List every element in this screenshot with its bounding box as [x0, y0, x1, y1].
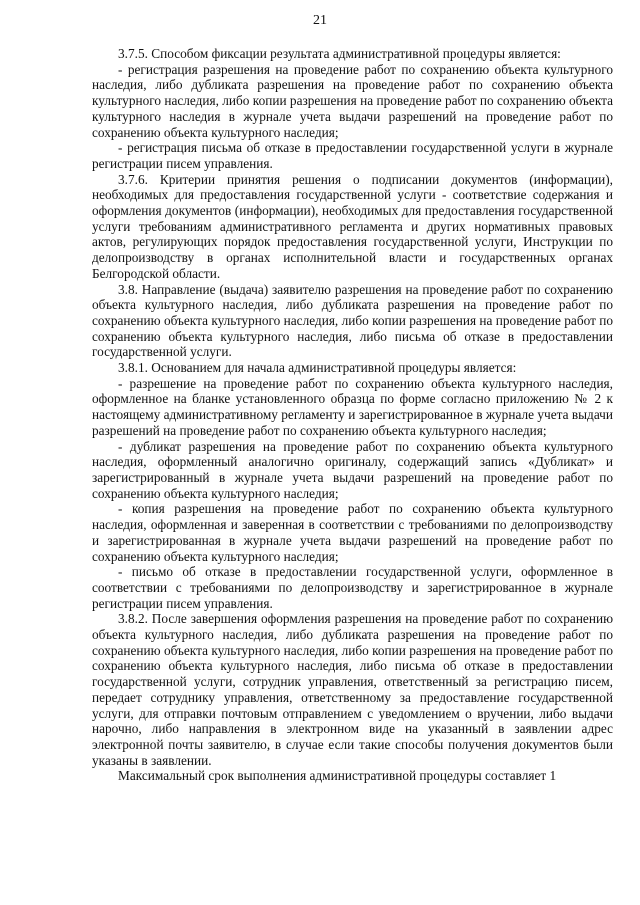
paragraph-item: - дубликат разрешения на проведение работ по сохранению объекта культурного наследия, оформленный аналогично оригиналу, содержащий запись «Дубликат» и зарегистрированный в журнале учета выдачи разрешений на проведение работ по сохранению объекта культурного наследия; [92, 438, 613, 501]
paragraph-3-8-2: 3.8.2. После завершения оформления разрешения на проведение работ по сохранению объекта культурного наследия, либо дубликата разрешения на проведение работ по сохранению объекта культурного наследия, либо копии разрешения на проведение работ по сохранению объекта культурного наследия, либо письма об отказе в предоставлении государственной услуги, сотрудник управления, ответственный за регистрацию писем, передает сотруднику управления, ответственному за предоставление государственной услуги, для отправки почтовым отправлением с уведомлением о вручении, либо выдачи нарочно, либо направления в электронном виде на указанный в заявлении адрес электронной почты заявителю, в случае если такие способы получения документов были указаны в заявлении. [92, 611, 613, 768]
paragraph-max-term: Максимальный срок выполнения административной процедуры составляет 1 [118, 768, 557, 784]
paragraph-item: - письмо об отказе в предоставлении государственной услуги, оформленное в соответствии с требованиями по делопроизводству и зарегистрированное в журнале регистрации писем управления. [92, 564, 613, 611]
page-number: 21 [313, 13, 327, 28]
paragraph-item: - регистрация письма об отказе в предоставлении государственной услуги в журнале регистрации писем управления. [92, 140, 613, 171]
paragraph-item: - регистрация разрешения на проведение работ по сохранению объекта культурного наследия, либо дубликата разрешения на проведение работ по сохранению объекта культурного наследия, либо копии разрешения на проведение работ по сохранению объекта культурного наследия в журнале учета выдачи разрешений на проведение работ по сохранению объекта культурного наследия; [92, 61, 613, 140]
paragraph-item: - копия разрешения на проведение работ по сохранению объекта культурного наследия, оформленная и заверенная в соответствии с требованиями по делопроизводству и зарегистрированная в журнале учета выдачи разрешений на проведение работ по сохранению объекта культурного наследия; [92, 501, 613, 564]
paragraph-3-7-5: 3.7.5. Способом фиксации результата административной процедуры является: [118, 46, 561, 61]
paragraph-3-8: 3.8. Направление (выдача) заявителю разрешения на проведение работ по сохранению объекта культурного наследия, либо дубликата разрешения на проведение работ по сохранению объекта культурного наследия, либо копии разрешения на проведение работ по сохранению объекта культурного наследия, либо письма об отказе в предоставлении государственной услуги. [92, 281, 613, 360]
paragraph-3-7-6: 3.7.6. Критерии принятия решения о подписании документов (информации), необходимых для предоставления государственной услуги - соответствие содержания и оформления документов (информации), необходимых для предоставления государственной услуги требованиям административного регламента и других нормативных правовых актов, регулирующих порядок предоставления государственной услуги, Инструкции по делопроизводству в органах исполнительной власти и государственных органах Белгородской области. [92, 171, 613, 281]
document-body [92, 46, 613, 784]
paragraph-item: - разрешение на проведение работ по сохранению объекта культурного наследия, оформленное на бланке установленного образца по форме согласно приложению № 2 к настоящему административному регламенту и зарегистрированное в журнале учета выдачи разрешений на проведение работ по сохранению объекта культурного наследия; [92, 375, 613, 438]
paragraph-3-8-1: 3.8.1. Основанием для начала административной процедуры является: [118, 360, 517, 376]
